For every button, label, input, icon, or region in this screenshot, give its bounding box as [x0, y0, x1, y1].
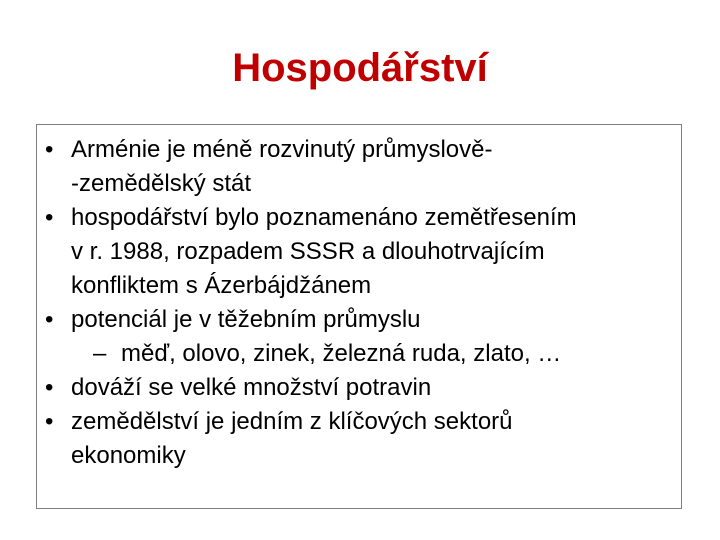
- slide-title: Hospodářství: [232, 46, 488, 90]
- bullet-marker: •: [45, 204, 54, 231]
- bullet-line: zemědělství je jedním z klíčových sektorů: [71, 408, 513, 435]
- sub-bullet-marker: –: [93, 340, 107, 367]
- sub-bullet-item: [37, 337, 577, 371]
- bullet-item: [37, 201, 577, 303]
- bullet-line: ekonomiky: [71, 442, 186, 469]
- bullet-list: [37, 133, 577, 473]
- bullet-line: dováží se velké množství potravin: [71, 374, 432, 401]
- bullet-item: [37, 303, 577, 337]
- sub-bullet-line: [93, 337, 577, 371]
- bullet-marker: •: [45, 306, 54, 333]
- bullet-marker: •: [45, 136, 54, 163]
- bullet-item: [37, 133, 577, 201]
- bullet-line: konfliktem s Ázerbájdžánem: [71, 272, 372, 299]
- sub-bullet-text: měď, olovo, zinek, železná ruda, zlato, …: [121, 340, 562, 367]
- bullet-line: -zemědělský stát: [71, 170, 252, 197]
- bullet-line: Arménie je méně rozvinutý průmyslově-: [71, 136, 493, 163]
- bullet-marker: •: [45, 374, 54, 401]
- bullet-line: potenciál je v těžebním průmyslu: [71, 306, 421, 333]
- bullet-line: hospodářství bylo poznamenáno zemětřesením: [71, 204, 577, 231]
- bullet-marker: •: [45, 408, 54, 435]
- content-box: [36, 124, 682, 509]
- bullet-item: [37, 371, 577, 405]
- bullet-line: v r. 1988, rozpadem SSSR a dlouhotrvajícím: [71, 238, 545, 265]
- bullet-item: [37, 405, 577, 473]
